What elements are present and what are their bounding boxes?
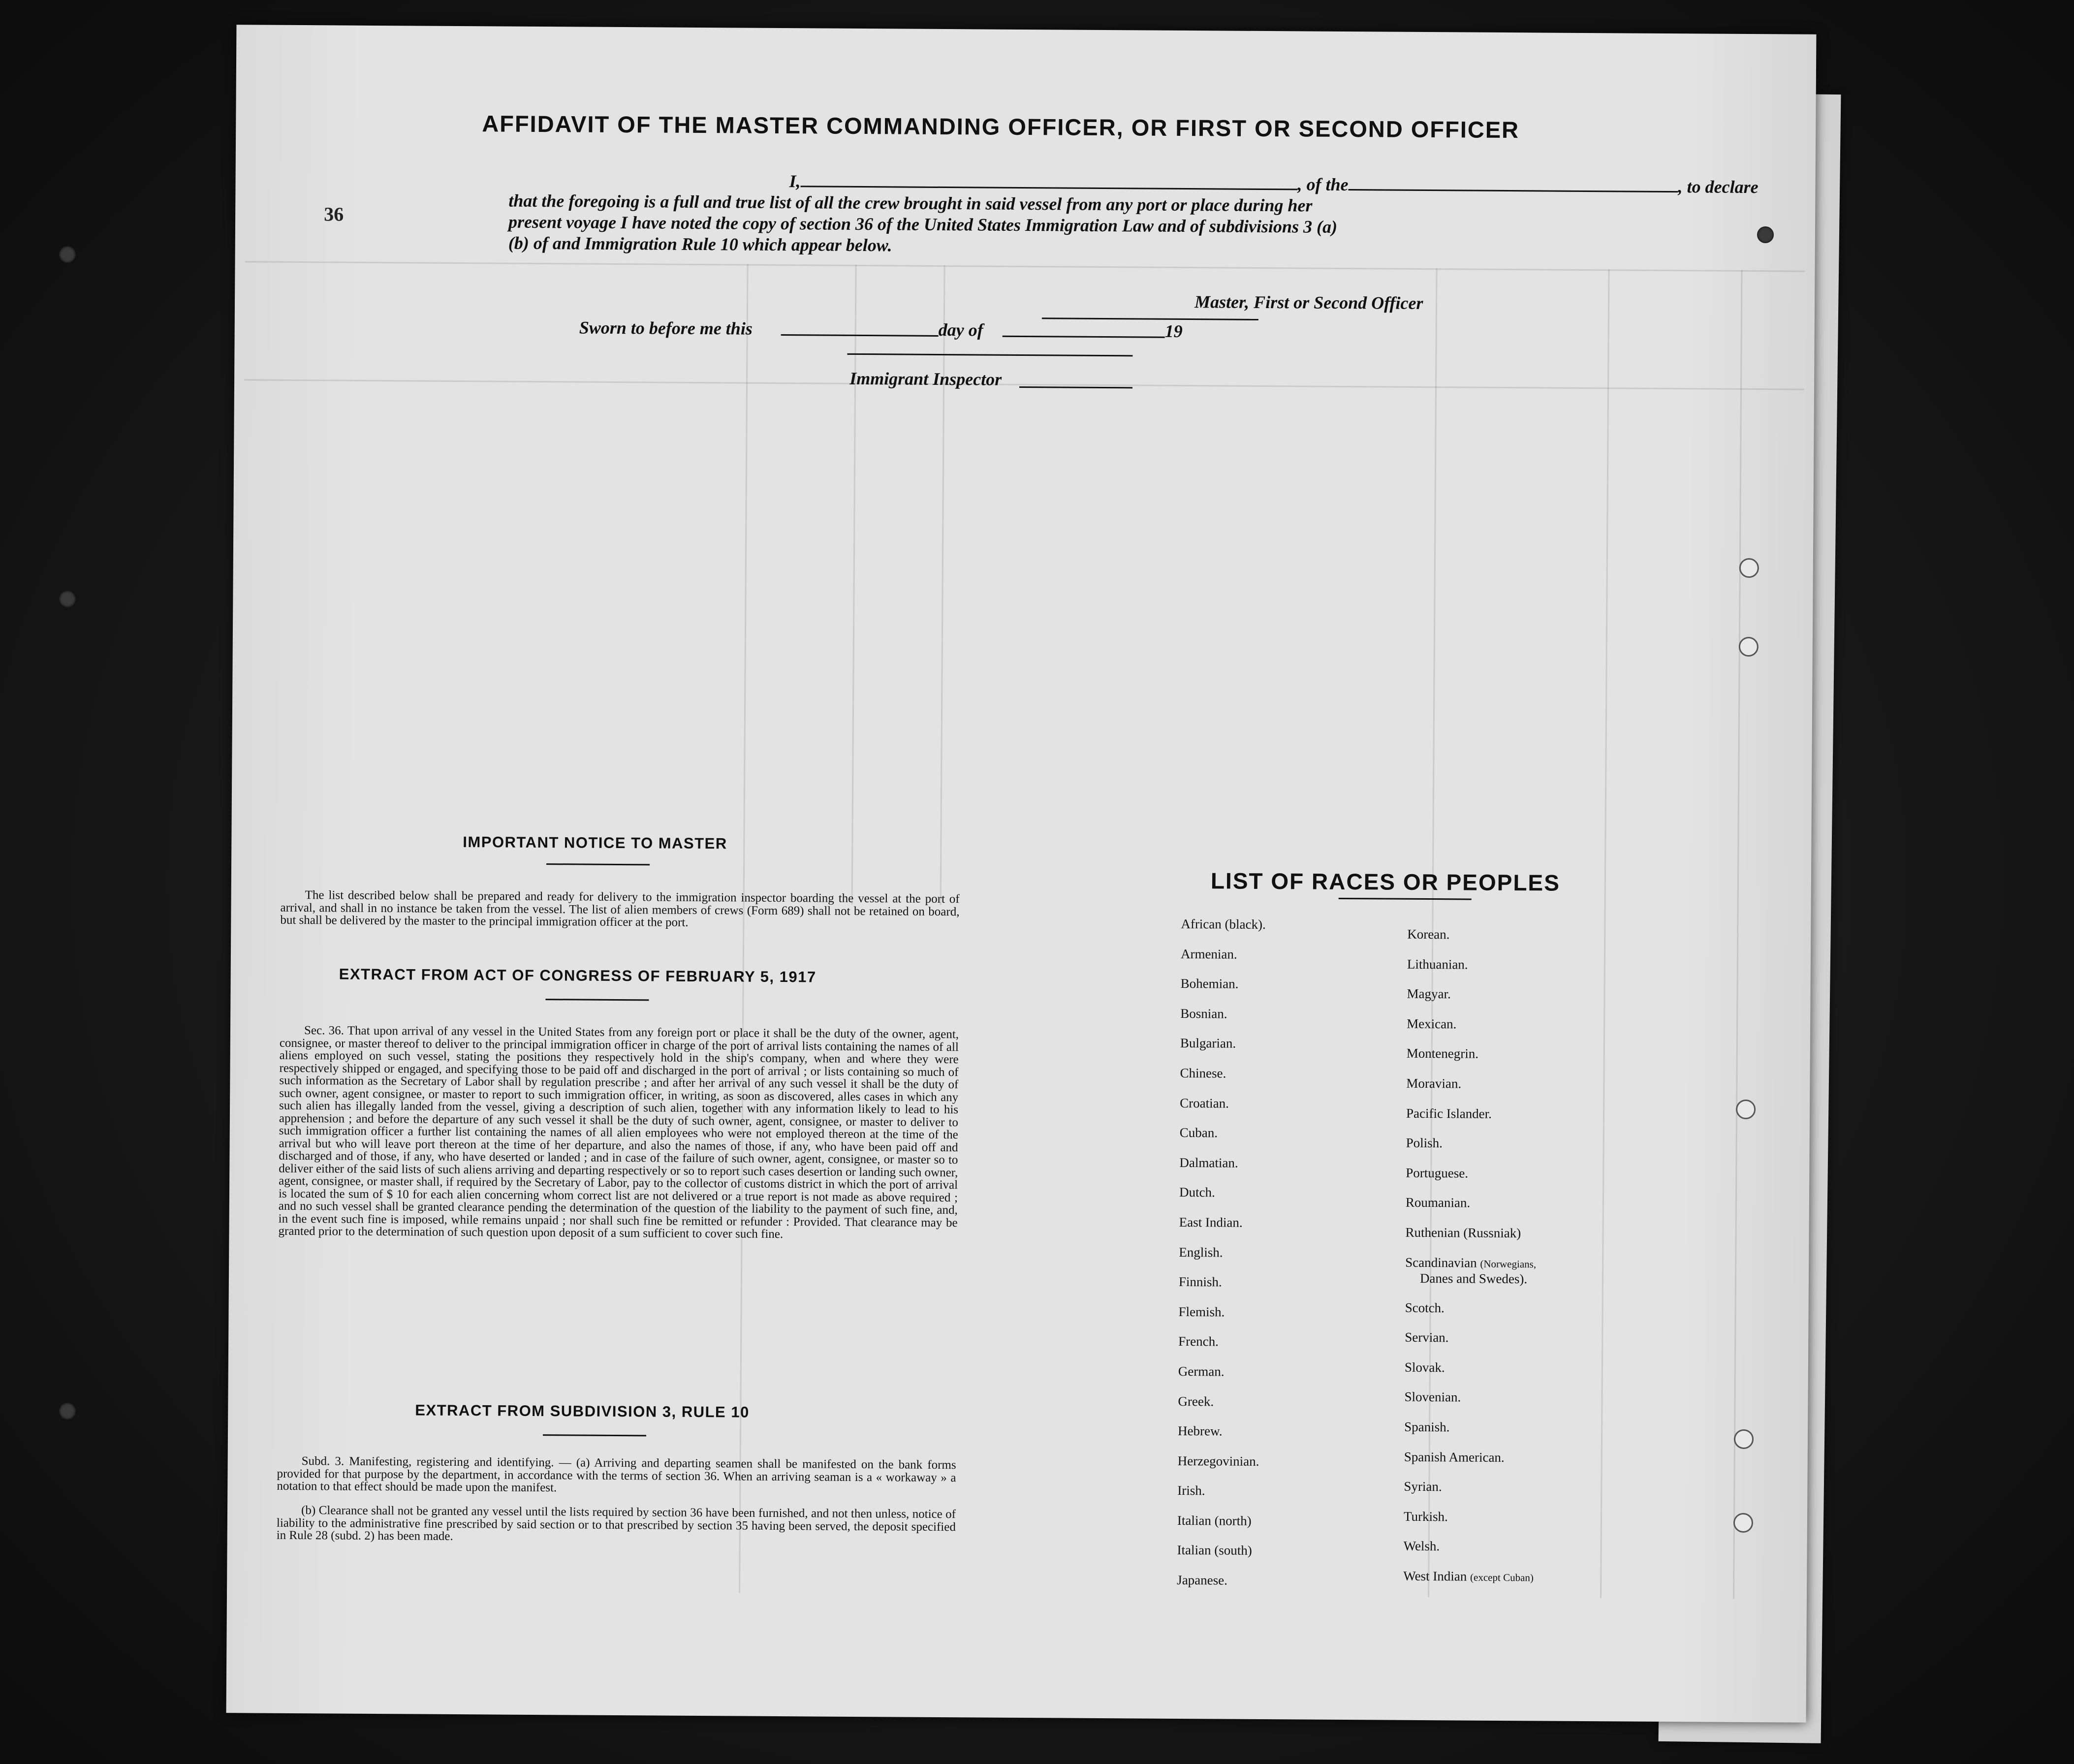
- race-item: Croatian.: [1180, 1095, 1229, 1111]
- affidavit-page: [226, 25, 1817, 1723]
- affidavit-text: [508, 169, 1759, 261]
- race-item: Dalmatian.: [1179, 1155, 1238, 1170]
- race-item: West Indian: [1403, 1568, 1467, 1584]
- ghost-rule: [940, 265, 945, 905]
- race-item: Syrian.: [1404, 1479, 1442, 1494]
- binder-punch-hole: [1757, 226, 1774, 243]
- race-item: Irish.: [1177, 1483, 1205, 1498]
- race-item: Flemish.: [1178, 1304, 1225, 1320]
- race-item: Moravian.: [1406, 1075, 1462, 1091]
- race-item: Spanish.: [1404, 1419, 1450, 1435]
- vessel-blank[interactable]: [1349, 175, 1678, 192]
- affidavit-title: AFFIDAVIT OF THE MASTER COMMANDING OFFICER, OR FIRST OR SECOND OFFICER: [482, 110, 1520, 143]
- race-item: Turkish.: [1403, 1509, 1448, 1524]
- race-item: Servian.: [1405, 1329, 1449, 1345]
- master-signature-line[interactable]: [1042, 317, 1258, 320]
- race-item: Slovenian.: [1404, 1389, 1461, 1405]
- binder-punch-hole: [59, 246, 76, 263]
- race-item-note: Danes and Swedes).: [1419, 1270, 1528, 1286]
- race-item: Hebrew.: [1177, 1423, 1223, 1439]
- affidavit-line-4: (b) of and Immigration Rule 10 which appear below.: [508, 233, 892, 255]
- binder-hole: [1739, 558, 1759, 578]
- race-item: Montenegrin.: [1406, 1046, 1479, 1062]
- race-item: Lithuanian.: [1407, 956, 1468, 972]
- rule-text-a: Subd. 3. Manifesting, registering and identifying. — (a) Arriving and departing seamen shall be manifested on the bank forms provided for that purpose by the department, in accordance with the terms of section 36. When an arriving seaman is a « workaway » a notation to that effect should be made upon the manifest.: [277, 1454, 956, 1495]
- race-item: Mexican.: [1407, 1016, 1457, 1032]
- race-item: Japanese.: [1177, 1573, 1228, 1588]
- inspector-label: Immigrant Inspector: [849, 368, 1002, 389]
- race-item: Magyar.: [1407, 986, 1451, 1002]
- race-item: Italian (north): [1177, 1512, 1252, 1528]
- rule-heading-rule: [543, 1434, 646, 1436]
- race-item: Bosnian.: [1180, 1006, 1227, 1021]
- act-rule: [545, 999, 649, 1001]
- race-item-scandinavian: [1405, 1247, 1536, 1286]
- race-item: Welsh.: [1403, 1539, 1440, 1554]
- race-item: Italian (south): [1177, 1543, 1252, 1558]
- race-item: Pacific Islander.: [1406, 1105, 1492, 1121]
- sworn-label: Sworn to before me this: [579, 317, 753, 339]
- race-item: Herzegovinian.: [1177, 1453, 1259, 1469]
- notice-rule: [546, 863, 650, 865]
- race-item: French.: [1178, 1334, 1219, 1349]
- ghost-rule: [851, 265, 857, 905]
- race-item: Polish.: [1406, 1135, 1443, 1151]
- binder-hole: [1733, 1513, 1753, 1533]
- act-heading: EXTRACT FROM ACT OF CONGRESS OF FEBRUARY 5, 1917: [339, 965, 817, 986]
- master-signature-label: Master, First or Second Officer: [1194, 292, 1423, 313]
- race-item: Scotch.: [1405, 1300, 1445, 1315]
- page-number-mark: 36: [324, 203, 344, 225]
- day-of-label: day of: [938, 319, 983, 340]
- name-blank[interactable]: [801, 172, 1298, 190]
- inspector-signature-line[interactable]: [1019, 386, 1132, 388]
- ghost-rule: [245, 261, 1805, 272]
- race-item: Scandinavian: [1405, 1255, 1477, 1270]
- race-item: African (black).: [1181, 916, 1266, 932]
- race-item: Chinese.: [1180, 1065, 1226, 1081]
- inspector-top-line: [847, 353, 1132, 357]
- race-item: German.: [1178, 1363, 1225, 1379]
- notice-heading: IMPORTANT NOTICE TO MASTER: [463, 833, 727, 852]
- races-rule: [1339, 898, 1472, 900]
- binder-hole: [1739, 637, 1759, 657]
- act-text: Sec. 36. That upon arrival of any vessel in the United States from any foreign port or place it shall be the duty of the owner, agent, consignee, or master thereof to deliver to the principal immigration officer in charge of the port of arrival lists containing the names of all aliens employed on such vessel, stating the positions they respectively hold in the ship's company, when and where they were respectively shipped or engaged, and specifying those to be paid off and discharged in the port of arrival ; or lists containing so much of such information as the Secretary of Labor shall by regulation prescribe ; and after her arrival of any such vessel it shall be the duty of such owner, agent consignee, or master to report to such immigration officer, in writing, as soon as discovered, alles cases in which any such alien has illegally landed from the vessel, giving a description of such alien, together with any information likely to lead to his apprehension ; and before the departure of any such vessel it shall be the duty of such owner, agent, consignee, or master to deliver to such immigration officer a further list containing the names of all alien employees who were not employed thereon at the time of the arrival but who will leave port thereon at the time of her departure, and also the names of those, if any, who have been paid off and discharged and of those, if any, who have deserted or landed ; and in case of the failure of such owner, agent, consignee, or master so to deliver either of the said lists of such aliens arriving and departing respectively or so to report such cases desertion or landing such owner, agent, consignee, or master shall, if required by the Secretary of Labor, pay to the collector of customs district in which the port of arrival is located the sum of $ 10 for each alien concerning whom correct list are not delivered or a true report is not made as above required ; and no such vessel shall be granted clearance pending the determination of the question of the liability to the payment of such fine, and, in the event such fine is imposed, while remains unpaid ; nor shall such fine be remitted or refunder : Provided. That clearance may be granted prior to the determination of such question upon deposit of a sum sufficient to cover such fine.: [278, 1024, 959, 1241]
- rule-text-b: (b) Clearance shall not be granted any vessel until the lists required by section 36 have been furnished, and not then unless, notice of liability to the administrative fine prescribed by said section or to that prescribed by section 35 having been served, the deposit specified in Rule 28 (subd. 2) has been made.: [276, 1504, 956, 1543]
- races-right-column: [1403, 919, 1538, 1593]
- ghost-rule: [1733, 270, 1742, 1599]
- race-item: East Indian.: [1179, 1214, 1243, 1230]
- ghost-rule: [1600, 269, 1609, 1598]
- affidavit-i: I,: [789, 171, 801, 191]
- rule-heading: EXTRACT FROM SUBDIVISION 3, RULE 10: [415, 1401, 750, 1421]
- ghost-rule: [244, 379, 1804, 390]
- affidavit-of-the: , of the: [1297, 174, 1349, 195]
- binder-hole: [1736, 1100, 1756, 1119]
- affidavit-to-declare: , to declare: [1678, 177, 1759, 197]
- race-item: Greek.: [1178, 1393, 1214, 1409]
- binder-punch-hole: [59, 591, 76, 607]
- binder-punch-hole: [59, 1403, 76, 1419]
- sworn-day-line[interactable]: [781, 334, 939, 337]
- race-item: Armenian.: [1180, 946, 1237, 962]
- races-heading: LIST OF RACES OR PEOPLES: [1210, 868, 1561, 896]
- race-item: Portuguese.: [1406, 1165, 1469, 1181]
- notice-text: The list described below shall be prepared and ready for delivery to the immigration inspector boarding the vessel at the port of arrival, and shall in no instance be taken from the vessel. The list of alien members of crews (Form 689) shall not be retained on board, but shall be delivered by the master to the principal immigration officer at the port.: [280, 888, 960, 929]
- sworn-month-line[interactable]: [1003, 336, 1165, 338]
- race-item: English.: [1179, 1244, 1223, 1260]
- race-item: Bulgarian.: [1180, 1036, 1236, 1051]
- races-left-column: [1177, 909, 1266, 1596]
- race-item: Dutch.: [1179, 1185, 1215, 1200]
- race-item: Bohemian.: [1180, 976, 1239, 991]
- race-item-note: (except Cuban): [1470, 1571, 1534, 1584]
- race-item: Roumanian.: [1405, 1195, 1471, 1210]
- race-item: Cuban.: [1179, 1125, 1218, 1140]
- race-item: Ruthenian (Russniak): [1405, 1225, 1521, 1241]
- race-item: Slovak.: [1404, 1359, 1445, 1375]
- race-item: Finnish.: [1178, 1274, 1222, 1290]
- affidavit-line-2: that the foregoing is a full and true list of all the crew brought in said vessel from any port or place during her: [508, 190, 1313, 216]
- year-label: 19: [1164, 321, 1183, 341]
- race-item-west-indian: [1403, 1561, 1534, 1593]
- race-item: Korean.: [1407, 926, 1450, 942]
- race-item-note: (Norwegians,: [1480, 1258, 1537, 1270]
- binder-hole: [1734, 1429, 1754, 1449]
- affidavit-line-3: present voyage I have noted the copy of section 36 of the United States Immigration Law and of subdivisions 3 (a): [508, 212, 1338, 237]
- race-item: Spanish American.: [1404, 1449, 1505, 1465]
